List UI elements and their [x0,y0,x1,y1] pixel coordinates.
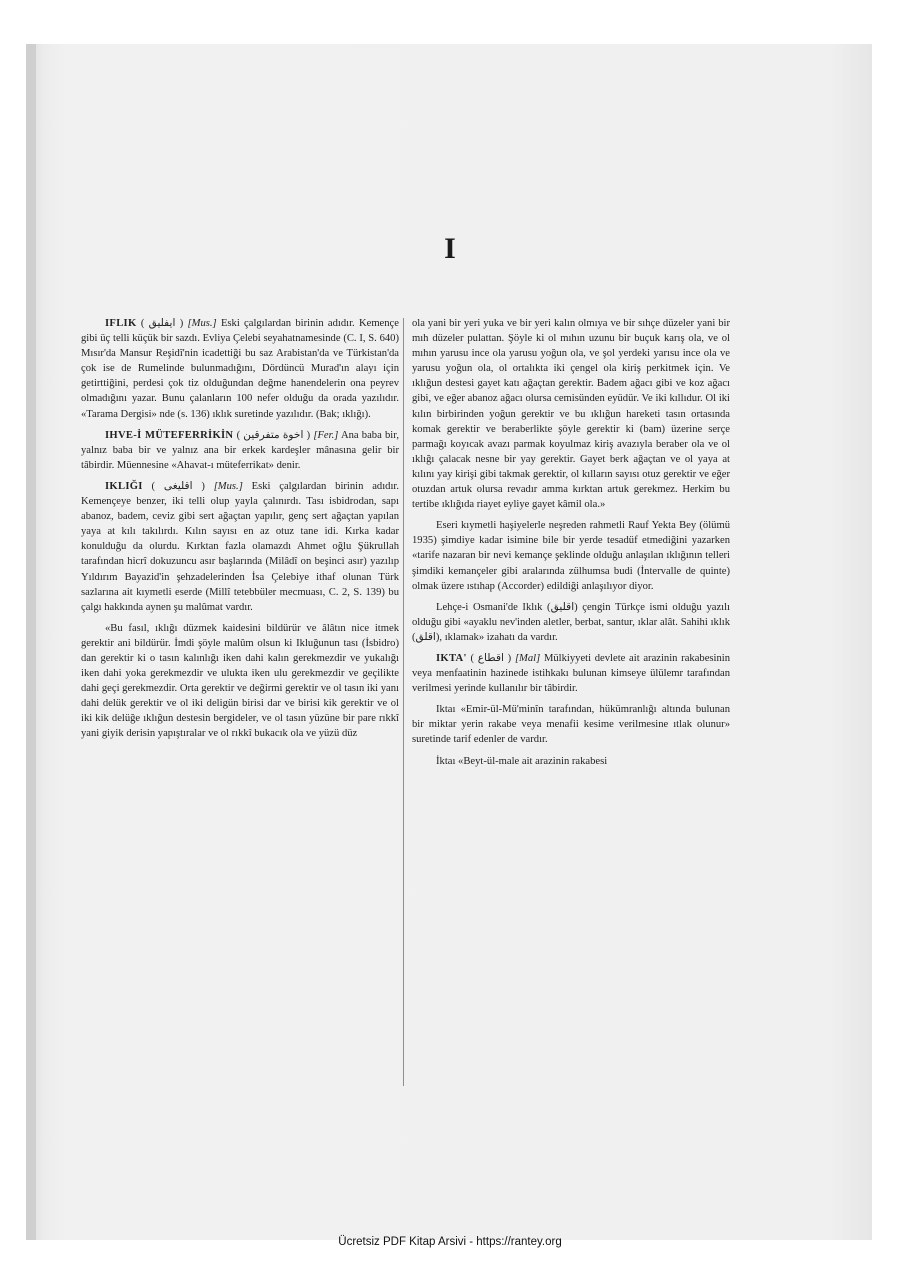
right-column [412,316,730,775]
left-column [81,316,399,748]
entry-text: Eski çalgılardan birinin adıdır. Kemençe gibi üç telli küçük bir sazdı. Evliya Çelebi seyahatnamesinde (C. I, S. 640) Mısır'da Mansur Reşidî'nin icadettiği bu saz Arabistan'da ve Türkistan'da çok ise de Rumelinde bulunmadığını, Dördüncü Murad'ın alayı için getirttiğini, perdesi çok tiz olduğundan değme hanendelerin ona peyrev olmadığını yazar. Bunu çalanların 100 nefer olduğu da orada yazılıdır. «Tarama Dergisi» nde (s. 136) ıklık suretinde yazılıdır. (Bak; ıklığı). [81,318,399,420]
entry-domain-tag: [Fer.] [313,429,339,441]
entry-paragraph [412,702,730,747]
entry-headword: IKTA' [436,652,467,664]
entry-arabic-script: ( اقطاع ) [470,652,512,664]
entry-text: ola yani bir yeri yuka ve bir yeri kalın olmıya ve bir sıhçe düzeler yani bir mıh düzeler pulattan. Şöyle ki ol mıhın uzunu bir buçuk karış ola, ve ol mıhın yarusu ince ola yarusu yoğun ola, ve şol yerdeki yarısu ince ola ve yarusu yoğun ola, ol ortalıkta iki çengel ola kiriş perkitmek için. Ve ıklığun destesi gayet katı ağaçtan gerektir. Badem ağacı gibi ve koz ağacı gibi, ve eğer abanoz ağacı olursa cemisünden eyüdür. Ve iki kıllıdur. Ol iki kılın birbirinden yoğun gerektir ve bu ıklığun hareketi tasın ortasında komak gerektir ve beraberlikte şöyle gerektir ki (bam) üzerine serçe parmağı koyıcak avazı parmak koyulmaz kiriş avazıyla beraber ola ve ol ıklığı çalacak nesne bir yay gerektir. Gayet berk ağaçtan ve ol yaya at kılını yay kirişi gibi takmak gerektir, ol kılların sayısı otuz gerektir ve eğer otuzdan artuk olursa revadır amma kırktan artuk gerekmez. Herkim bu tertibe ıklığıda riayet eyliye gayet kâmil ola.» [412,318,730,511]
entry-text: Ana baba bir, yalnız baba bir ve yalnız ana bir erkek kardeşler mânasına gelir bir tâbirdir. Müennesine «Ahavat-ı müteferrikat» denir. [81,429,399,471]
entry-text: «Bu fasıl, ıklığı düzmek kaidesini bildürür ve âlâtın nice itmek gerektir ani bildürür. İmdi şöyle malûm olsun ki Ikluğunun tası (İsbidro) dan gerektir ki o tasın kalınlığı iken dahi kalın gerekmezdir ve yukalığı iken dahi yoka gerekmezdir ve ulukta iken ulu gerekmezdir ve geçilikte dahi geçi gerekmezdir. Orta gerektir ve değirmi gerektir ve ol tasın iki yanı dahi delük gerektir ve ol iki deligün birisi dar ve birisi kik gerektir ve ol iki kik delüğe ıklığun destesin bergideler, ve ol tasın yüzüne bir pare rıkkî yani giyik derisin yapıştıralar ve ol rıkkî bukacık ola ve yüzü düz [81,622,399,740]
entry-text: Lehçe-i Osmani'de Iklık (اقليق) çengin Türkçe ismi olduğu yazılı olduğu gibi «ayaklu nev'inden aletler, berbat, santur, ıklar alât. Sahihi ıklık (اقلق), ıklamak» izahatı da vardır. [412,601,730,643]
dictionary-entry [412,651,730,696]
entry-arabic-script: ( اخوة متفرقين ) [236,429,311,441]
entry-paragraph [412,754,730,769]
entry-paragraph [412,518,730,593]
entry-headword: IKLIĞI [105,480,143,492]
entry-domain-tag: [Mus.] [187,318,217,329]
entry-headword: IHVE-İ MÜTEFERRİKİN [105,429,234,441]
dictionary-entry [81,428,399,473]
entry-text: Mülkiyyeti devlete ait arazinin rakabesinin veya menfaatinin hazinede istihkakı bulunan kimseye ülülemr tarafından verilmesi yerinde kullanılır bir tâbirdir. [412,652,731,695]
entry-domain-tag: [Mus.] [213,480,243,492]
dictionary-entry [81,316,399,422]
column-divider [403,318,404,1086]
entry-arabic-script: ( ايفليق ) [140,318,184,329]
dictionary-entry [81,479,399,615]
entry-paragraph [412,316,730,512]
entry-arabic-script: ( اقليغى ) [151,480,205,492]
entry-headword: IFLIK [105,318,137,329]
section-letter: I [444,232,456,265]
page-footer: Ücretsiz PDF Kitap Arsivi - https://rantey.org [338,1236,562,1248]
entry-text: Iktaı «Emir-ül-Mü'minîn tarafından, hükümranlığı altında bulunan bir miktar yerin rakabe veya menafii kesime verilmesine ıtlak olunur» suretinde tarif edenler de vardır. [412,704,730,746]
entry-text: Eski çalgılardan birinin adıdır. Kemençeye benzer, iki telli olup yayla çalınırdı. Tası isbidrodan, sapı abanoz, badem, ceviz gibi sert ağaçtan yapılır, genç sert ağaçtan yapılan yaya at kılı takılırdı. Kılın sayısı en az otuz tane idi. Kırka kadar konulduğu da olurdu. Kırktan fazla olamazdı Ahmet oğlu Şükrullah tarafından hicrî dokuzuncu asır başlarında (Milâdî on beşinci asır) yazılıp Yıldırım Bayazid'in şehzadelerinden İsa Çelebiye ithaf olunan Türk sazlarına ait kıymetli eserde (Millî tetebbüler mecmuası, C. 2, S. 139) bu çalgı hakkında aynen şu malûmat vardır. [81,480,399,613]
entry-paragraph [81,621,399,742]
binding-shadow [26,44,36,1240]
entry-paragraph [412,600,730,645]
entry-text: İktaı «Beyt-ül-male ait arazinin rakabesi [436,755,608,767]
entry-domain-tag: [Mal] [514,652,541,664]
entry-text: Eseri kıymetli haşiyelerle neşreden rahmetli Rauf Yekta Bey (ölümü 1935) şimdiye kadar isimine bile bir yerde tesadüf etmediğini yazarken «tarife nazaran bir nevi kemançe şeklinde olduğu anlaşılan ıklığının telleri şimdiki kemançeler gibi aralarında zülhumsa budi (İntervalle de quinte) olmak üzere ıstıhap (Accorder) edildiği anlaşılıyor diyor. [412,520,730,592]
